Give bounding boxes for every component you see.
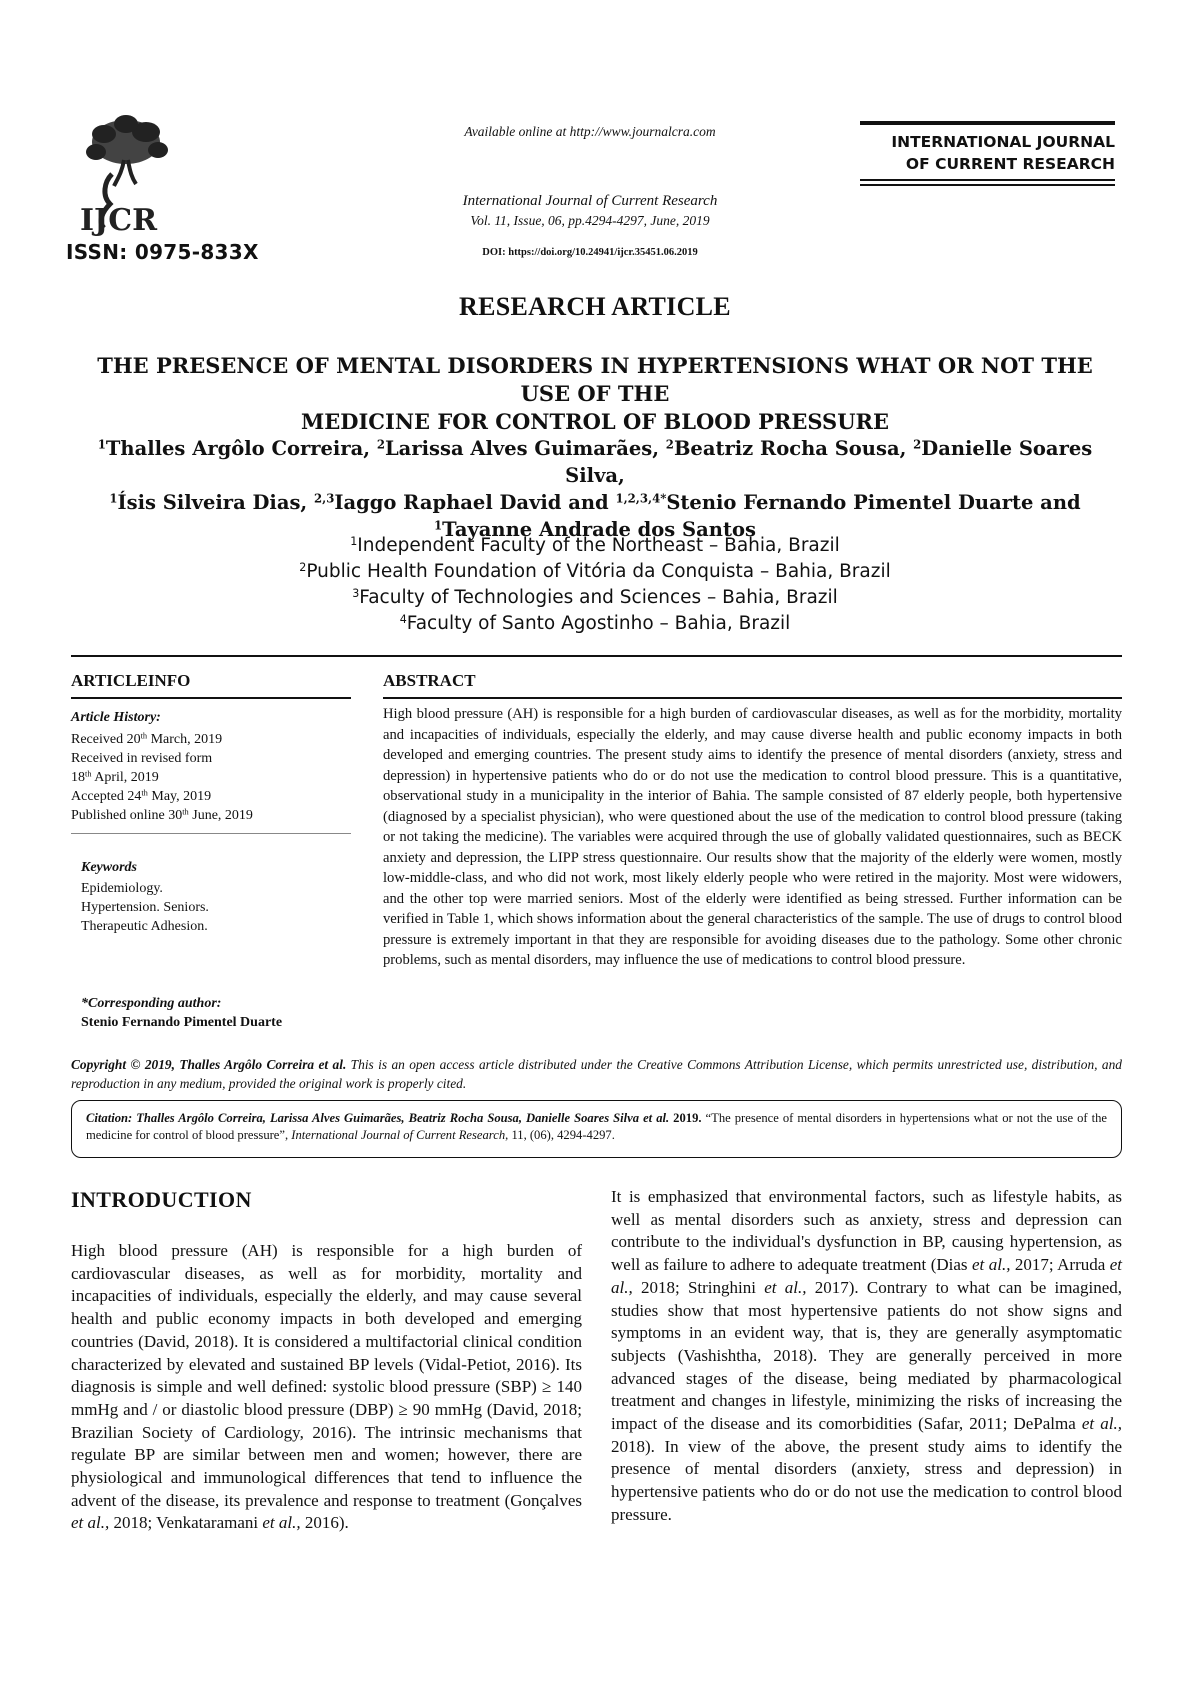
citation-title: “The presence of mental disorders in hypertensions what or not the use of the medicine for control of blood pressure”, [86,1111,1107,1142]
issn: ISSN: 0975-833X [66,240,259,264]
abstract-text: High blood pressure (AH) is responsible for a high burden of cardiovascular diseases, as well as for the morbidity, mortality and incapacities of individuals, especially the elderly, and may cause diverse health and public economy impacts in both developed and emerging countries. The present study aims to identify the presence of mental disorders (anxiety, stress and depression) in hypertensive patients who do or do not use the medication to control blood pressure. This is a quantitative, observational study in a municipality in the interior of Bahia. The sample consisted of 87 elderly people, both hypertensive (diagnosed by a specialist physician), who were questioned about the use of the medication to control blood pressure (taking or not taking the medicine). The variables were acquired through the use of globally validated questionnaires, such as BECK anxiety and depression, the LIPP stress questionnaire. Our results show that the majority of the elderly were women, mostly low-middle-class, and who did not work, most likely elderly people who were retired in the majority. Most were widowers, and the other top were married seniors. Most of the elderly were identified as being stressed. Further information can be verified in Table 1, which shows information about the general characteristics of the sample. The use of drugs to control blood pressure is extremely important in that they are responsible for avoiding diseases due to the pathology. Some other chronic problems, such as mental disorders, may influence the use of medications to control blood pressure. [383,706,1122,968]
author: $^1$Tayanne Andrade dos Santos [434,518,756,541]
article-type: RESEARCH ARTICLE [459,292,731,321]
logo-letters: IJCR [80,203,158,238]
introduction-paragraph-2: It is emphasized that environmental factors, such as lifestyle habits, as well as mental disorders such as anxiety, stress and depression can contribute to the individual's dysfunction in BP, causing hypertension, as well as failure to adhere to adequate treatment (Dias et al., 2017; Arruda et al., 2018; Stringhini et al., 2017). Contrary to what can be imagined, studies show that most hypertensive patients do not show signs and symptoms in an evident way, that is, they are generally asymptomatic subjects (Vashishtha, 2018). They are generally perceived in more advanced stages of the disease, being mediated by pharmacological treatment and changes in lifestyle, minimizing the risks of increasing the impact of the disease and its comorbidities (Safar, 2011; DePalma et al., 2018). In view of the above, the present study aims to identify the presence of mental disorders (anxiety, stress and depression) in hypertensive patients who do or do not use the medication to control blood pressure. [611,1187,1123,1524]
history-entry: Received in revised form [71,751,213,766]
section-divider [71,655,1122,657]
history-entry: Accepted 24th May, 2019 [71,788,212,804]
available-online: Available online at http://www.journalcra.com [464,124,716,139]
copyright-holder: Copyright © 2019, Thalles Argôlo Correira et al. [71,1057,347,1072]
author: $^2$Danielle Soares Silva, [565,437,1093,487]
article-info-rule [71,697,351,699]
history-entry: Published online 30th June, 2019 [71,807,253,823]
introduction-paragraph-1: High blood pressure (AH) is responsible for a high burden of cardiovascular diseases, as well as for morbidity, mortality and incapacities of individuals, especially the elderly, and may cause several health and public economy impacts in both developed and emerging countries (David, 2018). It is considered a multifactorial clinical condition characterized by elevated and sustained BP levels (Vidal-Petiot, 2016). Its diagnosis is simple and well defined: systolic blood pressure (SBP) ≥ 140 mmHg and / or diastolic blood pressure (DBP) ≥ 90 mmHg (David, 2018; Brazilian Society of Cardiology, 2016). The intrinsic mechanisms that regulate BP are similar between men and women; however, there are physiological and immunological differences that tend to influence the advent of the disease, its prevalence and response to treatment (Gonçalves et al., 2018; Venkataramani et al., 2016). [71,1241,582,1533]
author: $^1$Thalles Argôlo Correira, [97,437,377,460]
keywords-label: Keywords [81,860,137,875]
copyright-text: This is an open access article distributed under the Creative Commons Attribution License, which permits unrestricted use, distribution, and reproduction in any medium, provided the original work is properly cited. [71,1057,1122,1091]
corresponding-author [81,994,282,1032]
keyword: Hypertension. Seniors. [81,900,209,915]
journal-box-title [860,125,1115,179]
paper-title-line-2: MEDICINE FOR CONTROL OF BLOOD PRESSURE [301,409,889,434]
paper-title [80,352,1110,436]
keyword: Therapeutic Adhesion. [81,919,208,934]
affiliation: $^3$Faculty of Technologies and Sciences – Bahia, Brazil [352,586,838,608]
journal-box-line-2: OF CURRENT RESEARCH [905,155,1115,173]
journal-title-box [860,121,1115,186]
doi: DOI: https://doi.org/10.24941/ijcr.35451.06.2019 [482,247,698,258]
author: $^{2,3}$Iaggo Raphael David and [314,491,616,514]
affiliation-list [80,533,1110,637]
corresponding-author-name: Stenio Fernando Pimentel Duarte [81,1015,283,1030]
affiliation: $^2$Public Health Foundation of Vitória da Conquista – Bahia, Brazil [299,560,891,582]
author-line-2 [80,489,1110,516]
keyword: Epidemiology. [81,881,163,896]
journal-volume: Vol. 11, Issue, 06, pp.4294-4297, June, 2019 [470,213,710,228]
article-history [71,708,351,825]
affiliation: $^4$Faculty of Santo Agostinho – Bahia, Brazil [399,612,791,634]
citation-year: 2019. [669,1111,702,1125]
author: $^2$Beatriz Rocha Sousa, [665,437,914,460]
affiliation: $^1$Independent Faculty of the Northeast – Bahia, Brazil [350,534,840,556]
citation-journal: International Journal of Current Research [291,1128,506,1142]
citation-authors: Citation: Thalles Argôlo Correira, Larissa Alves Guimarães, Beatriz Rocha Sousa, Danielle Soares Silva et al. [86,1111,670,1125]
keywords [81,858,209,936]
author: $^{1,2,3,4*}$Stenio Fernando Pimentel Duarte and [615,491,1081,514]
corresponding-author-label: *Corresponding author: [81,996,222,1011]
paper-title-line-1: THE PRESENCE OF MENTAL DISORDERS IN HYPERTENSIONS WHAT OR NOT THE USE OF THE [97,353,1093,406]
history-entry: Received 20th March, 2019 [71,731,223,747]
author-list [80,435,1110,543]
article-history-label: Article History: [71,710,161,725]
journal-box-line-1: INTERNATIONAL JOURNAL [891,133,1115,151]
author-line-1 [80,435,1110,489]
journal-logo [74,112,186,238]
citation-tail: , 11, (06), 4294-4297. [505,1128,615,1142]
author: $^1$Ísis Silveira Dias, [109,491,315,514]
journal-box-rule-bottom [860,179,1115,181]
journal-name: International Journal of Current Research [462,193,718,209]
abstract-heading: ABSTRACT [383,671,476,690]
journal-box-rule-bottom-2 [860,184,1115,186]
article-info-divider [71,833,351,834]
article-info-heading: ARTICLEINFO [71,671,191,690]
abstract-rule [383,697,1122,699]
copyright-notice [71,1055,1122,1093]
introduction-heading: INTRODUCTION [71,1187,252,1212]
author: $^2$Larissa Alves Guimarães, [376,437,666,460]
history-entry: 18th April, 2019 [71,769,159,785]
citation-box [71,1100,1122,1158]
